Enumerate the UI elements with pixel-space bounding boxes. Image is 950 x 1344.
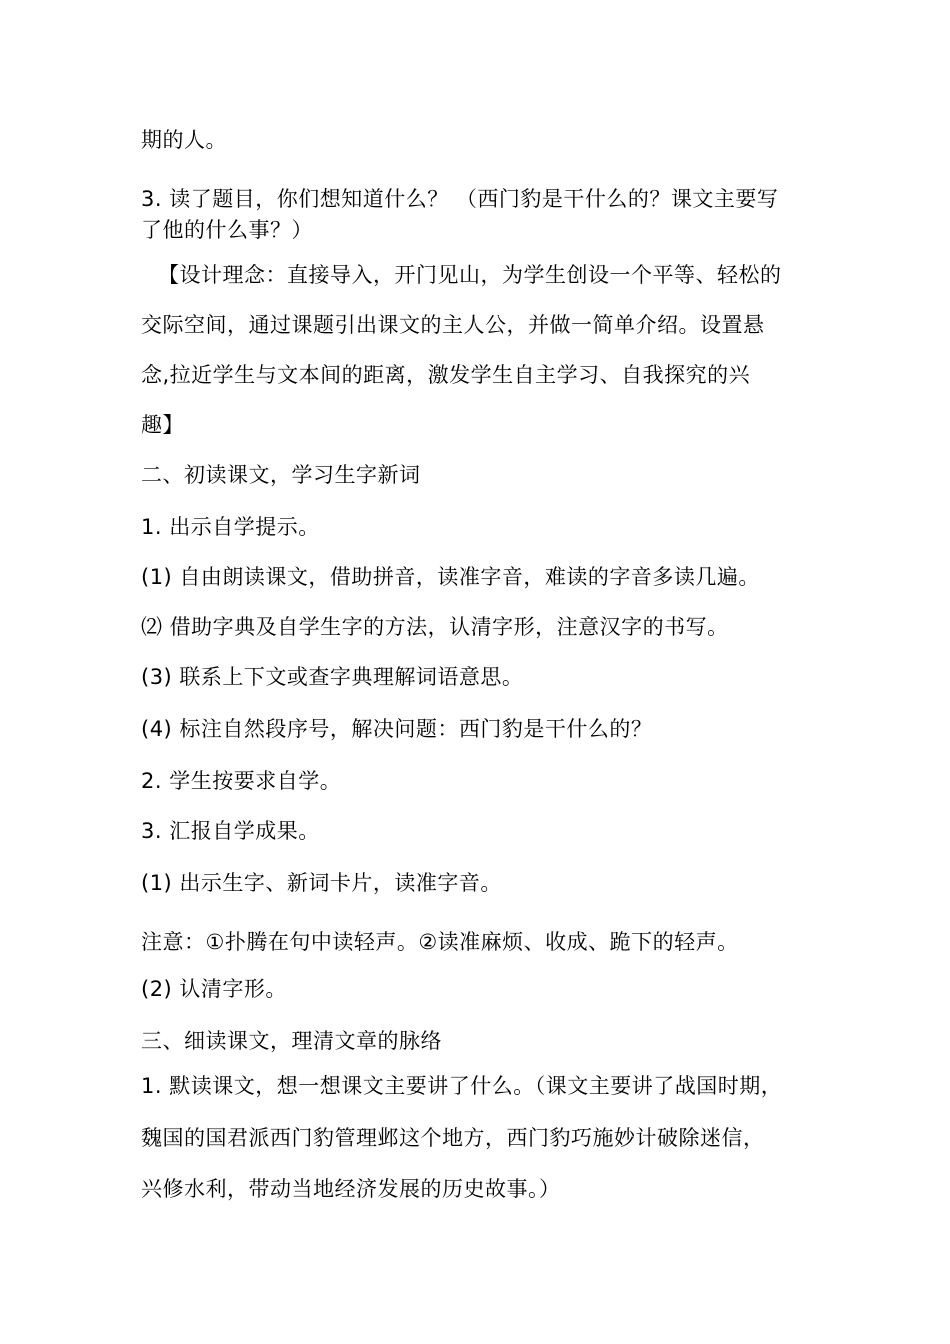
question-line: 3. 读了题目，你们想知道什么？ （西门豹是干什么的？课文主要写 (141, 187, 779, 211)
section-heading: 三、细读课文，理清文章的脉络 (141, 1029, 442, 1053)
list-item: (4) 标注自然段序号，解决问题：西门豹是干什么的？ (141, 717, 653, 741)
design-note-line: 念,拉近学生与文本间的距离，激发学生自主学习、自我探究的兴 (141, 363, 751, 387)
question-line-continued: 了他的什么事？） (141, 218, 313, 242)
note-line: 注意：①扑腾在句中读轻声。②读准麻烦、收成、跪下的轻声。 (141, 930, 739, 954)
list-item: (1) 自由朗读课文，借助拼音，读准字音，难读的字音多读几遍。 (141, 565, 760, 589)
section-heading: 二、初读课文，学习生字新词 (141, 463, 421, 487)
list-item-continued: 魏国的国君派西门豹管理邺这个地方，西门豹巧施妙计破除迷信， (141, 1126, 765, 1150)
list-item: (3) 联系上下文或查字典理解词语意思。 (141, 665, 524, 689)
list-item: 1. 出示自学提示。 (141, 515, 320, 539)
design-note-line: 交际空间，通过课题引出课文的主人公，并做一简单介绍。设置悬 (141, 313, 765, 337)
paragraph-line: 期的人。 (141, 128, 227, 152)
list-item: (2) 认清字形。 (141, 977, 287, 1001)
list-item: (1) 出示生字、新词卡片，读准字音。 (141, 871, 502, 895)
list-item: 2. 学生按要求自学。 (141, 769, 342, 793)
list-item: ⑵ 借助字典及自学生字的方法，认清字形，注意汉字的书写。 (141, 615, 729, 639)
list-item: 3. 汇报自学成果。 (141, 819, 320, 843)
design-note-line: 趣】 (141, 413, 184, 437)
list-item: 1. 默读课文，想一想课文主要讲了什么。（课文主要讲了战国时期， (141, 1074, 783, 1098)
design-note-line: 【设计理念：直接导入，开门见山，为学生创设一个平等、轻松的 (158, 263, 782, 287)
list-item-continued: 兴修水利，带动当地经济发展的历史故事。） (141, 1177, 561, 1201)
